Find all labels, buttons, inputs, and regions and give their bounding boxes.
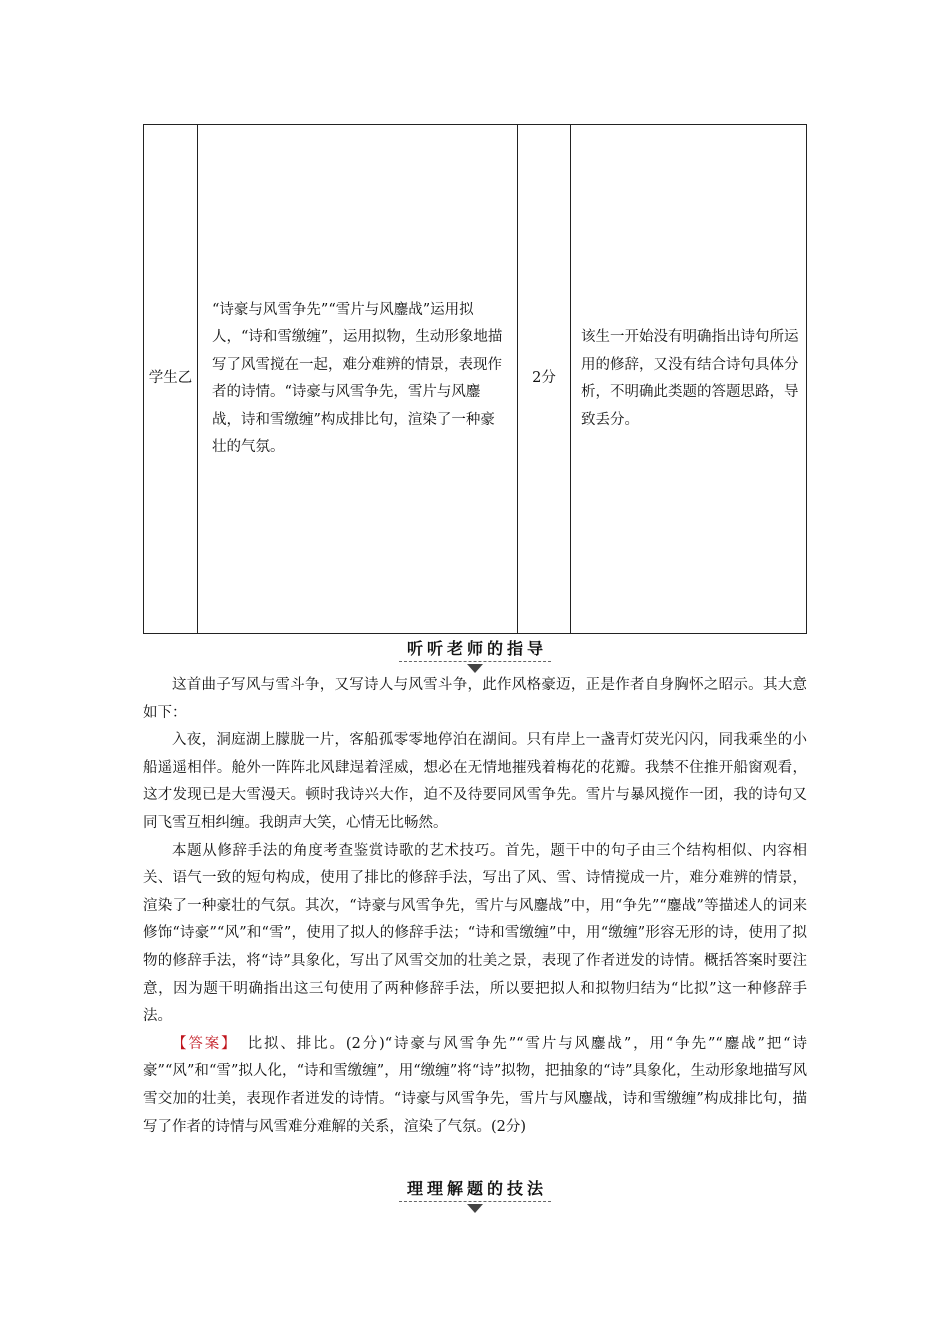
table-row: [144, 125, 807, 634]
answer-text: 比拟、排比。(2分)“诗豪与风雪争先”“雪片与风鏖战”，用“争先”“鏖战”把“诗豪”“风”和“雪”拟人化，“诗和雪缴缠”，用“缴缠”将“诗”拟物，把抽象的“诗”具象化，生动形象地描写风雪交加的壮美，表现作者迸发的诗情。“诗豪与风雪争先，雪片与风鏖战，诗和雪缴缠”构成排比句，描写了作者的诗情与风雪难分难解的关系，渲染了气氛。(2分): [143, 1035, 807, 1135]
student-answer-cell: “诗豪与风雪争先”“雪片与风鏖战”运用拟人，“诗和雪缴缠”，运用拟物，生动形象地描写了风雪搅在一起，难分难辨的情景，表现作者的诗情。“诗豪与风雪争先，雪片与风鏖战，诗和雪缴缠”构成排比句，渲染了一种豪壮的气氛。: [198, 125, 518, 634]
section-heading-solving-method: [0, 1176, 950, 1213]
guidance-body: [143, 672, 807, 1141]
paragraph-analysis: 本题从修辞手法的角度考查鉴赏诗歌的艺术技巧。首先，题干中的句子由三个结构相似、内容相关、语气一致的短句构成，使用了排比的修辞手法，写出了风、雪、诗情搅成一片，难分难辨的情景，渲染了一种豪壮的气氛。其次，“诗豪与风雪争先，雪片与风鏖战”中，用“争先”“鏖战”等描述人的词来修饰“诗豪”“风”和“雪”，使用了拟人的修辞手法；“诗和雪缴缠”中，用“缴缠”形容无形的诗，使用了拟物的修辞手法，将“诗”具象化，写出了风雪交加的壮美之景，表现了作者迸发的诗情。概括答案时要注意，因为题干明确指出这三句使用了两种修辞手法，所以要把拟人和拟物归结为“比拟”这一种修辞手法。: [143, 842, 807, 1025]
section-title: 听听老师的指导: [399, 636, 551, 662]
student-cell: 学生乙: [144, 125, 198, 634]
paragraph-translation: 入夜，洞庭湖上朦胧一片，客船孤零零地停泊在湖间。只有岸上一盏青灯荧光闪闪，同我乘坐的小船遥遥相伴。舱外一阵阵北风肆逞着淫威，想必在无情地摧残着梅花的花瓣。我禁不住推开船窗观看，这才发现已是大雪漫天。顿时我诗兴大作，迫不及待要同风雪争先。雪片与暴风搅作一团，我的诗句又同飞雪互相纠缠。我朗声大笑，心情无比畅然。: [143, 732, 807, 831]
down-arrow-icon: [467, 1204, 483, 1213]
paragraph-intro: 这首曲子写风与雪斗争，又写诗人与风雪斗争，此作风格豪迈，正是作者自身胸怀之昭示。其大意如下：: [143, 677, 807, 721]
section-heading-teacher-guidance: [0, 636, 950, 673]
comment-cell: 该生一开始没有明确指出诗句所运用的修辞，又没有结合诗句具体分析，不明确此类题的答题思路，导致丢分。: [571, 125, 807, 634]
score-cell: 2分: [518, 125, 571, 634]
review-table: [143, 124, 807, 634]
answer-paragraph: [143, 1031, 807, 1141]
answer-tag: 【答案】: [172, 1035, 238, 1052]
section-title: 理理解题的技法: [399, 1176, 551, 1202]
